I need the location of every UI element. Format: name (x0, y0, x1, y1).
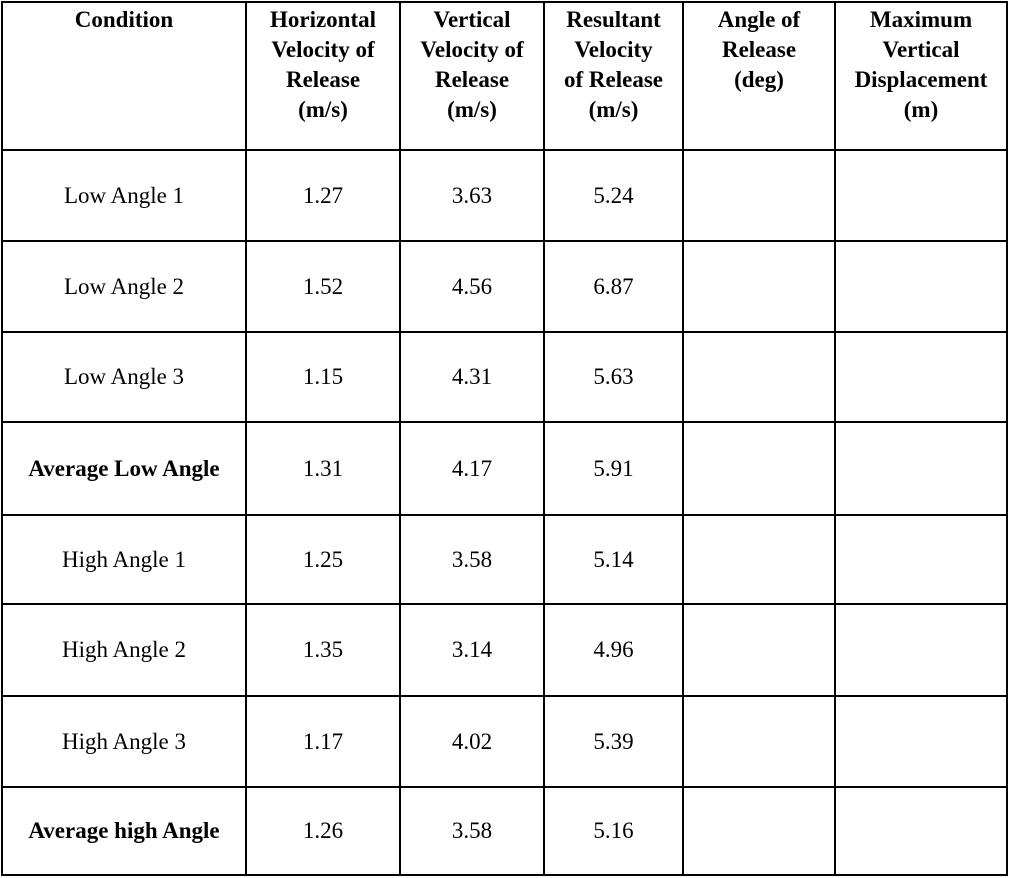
cell-resultant-velocity: 6.87 (544, 241, 683, 332)
cell-condition: High Angle 1 (2, 515, 246, 604)
cell-horizontal-velocity: 1.52 (246, 241, 400, 332)
header-line: Release (285, 67, 361, 92)
cell-condition: Average high Angle (2, 787, 246, 875)
cell-angle-of-release (683, 241, 835, 332)
header-line: (m/s) (447, 97, 497, 122)
cell-vertical-velocity: 4.31 (400, 332, 544, 422)
cell-max-vertical-displacement (835, 696, 1007, 787)
cell-angle-of-release (683, 696, 835, 787)
cell-resultant-velocity: 5.39 (544, 696, 683, 787)
header-line: Horizontal (269, 7, 377, 32)
cell-vertical-velocity: 3.58 (400, 515, 544, 604)
cell-vertical-velocity: 4.17 (400, 422, 544, 515)
cell-angle-of-release (683, 332, 835, 422)
header-line: (m) (903, 97, 939, 122)
header-line: Release (721, 37, 797, 62)
cell-max-vertical-displacement (835, 150, 1007, 241)
cell-horizontal-velocity: 1.15 (246, 332, 400, 422)
table-row-average (2, 787, 1007, 875)
header-angle-of-release (683, 2, 835, 150)
cell-vertical-velocity: 3.14 (400, 604, 544, 696)
cell-vertical-velocity: 4.56 (400, 241, 544, 332)
header-line: Displacement (854, 67, 988, 92)
cell-resultant-velocity: 5.14 (544, 515, 683, 604)
header-line: (m/s) (588, 97, 639, 122)
header-line: Vertical (433, 7, 511, 32)
table-row (2, 332, 1007, 422)
header-vertical-velocity (400, 2, 544, 150)
header-condition (2, 2, 246, 150)
cell-horizontal-velocity: 1.25 (246, 515, 400, 604)
cell-angle-of-release (683, 787, 835, 875)
header-line: Vertical (882, 37, 960, 62)
cell-vertical-velocity: 3.63 (400, 150, 544, 241)
cell-resultant-velocity: 5.24 (544, 150, 683, 241)
cell-horizontal-velocity: 1.31 (246, 422, 400, 515)
table-row (2, 241, 1007, 332)
cell-max-vertical-displacement (835, 604, 1007, 696)
release-velocity-table (1, 1, 1008, 876)
table-header-row (2, 2, 1007, 150)
cell-resultant-velocity: 4.96 (544, 604, 683, 696)
cell-condition: Low Angle 1 (2, 150, 246, 241)
table-row (2, 150, 1007, 241)
header-line: Maximum (869, 7, 973, 32)
cell-max-vertical-displacement (835, 787, 1007, 875)
cell-resultant-velocity: 5.91 (544, 422, 683, 515)
cell-angle-of-release (683, 515, 835, 604)
header-line: of Release (564, 67, 663, 92)
table-row (2, 604, 1007, 696)
cell-angle-of-release (683, 422, 835, 515)
header-line: (deg) (734, 67, 784, 92)
cell-condition: High Angle 3 (2, 696, 246, 787)
cell-horizontal-velocity: 1.26 (246, 787, 400, 875)
cell-vertical-velocity: 4.02 (400, 696, 544, 787)
cell-max-vertical-displacement (835, 241, 1007, 332)
table-row-average (2, 422, 1007, 515)
header-line: Velocity (574, 37, 653, 62)
cell-condition: Low Angle 3 (2, 332, 246, 422)
cell-horizontal-velocity: 1.27 (246, 150, 400, 241)
header-line: Release (434, 67, 510, 92)
header-line: Velocity of (271, 37, 375, 62)
cell-condition: High Angle 2 (2, 604, 246, 696)
header-max-vertical-displacement (835, 2, 1007, 150)
header-line: Condition (74, 7, 174, 32)
table-row (2, 515, 1007, 604)
cell-horizontal-velocity: 1.35 (246, 604, 400, 696)
header-line: (m/s) (298, 97, 348, 122)
cell-resultant-velocity: 5.63 (544, 332, 683, 422)
cell-max-vertical-displacement (835, 422, 1007, 515)
cell-max-vertical-displacement (835, 332, 1007, 422)
header-horizontal-velocity (246, 2, 400, 150)
cell-horizontal-velocity: 1.17 (246, 696, 400, 787)
cell-resultant-velocity: 5.16 (544, 787, 683, 875)
cell-condition: Average Low Angle (2, 422, 246, 515)
header-resultant-velocity (544, 2, 683, 150)
header-line: Angle of (717, 7, 801, 32)
table-row (2, 696, 1007, 787)
header-line: Resultant (566, 7, 661, 32)
cell-angle-of-release (683, 604, 835, 696)
cell-condition: Low Angle 2 (2, 241, 246, 332)
cell-angle-of-release (683, 150, 835, 241)
header-line: Velocity of (420, 37, 524, 62)
cell-max-vertical-displacement (835, 515, 1007, 604)
cell-vertical-velocity: 3.58 (400, 787, 544, 875)
